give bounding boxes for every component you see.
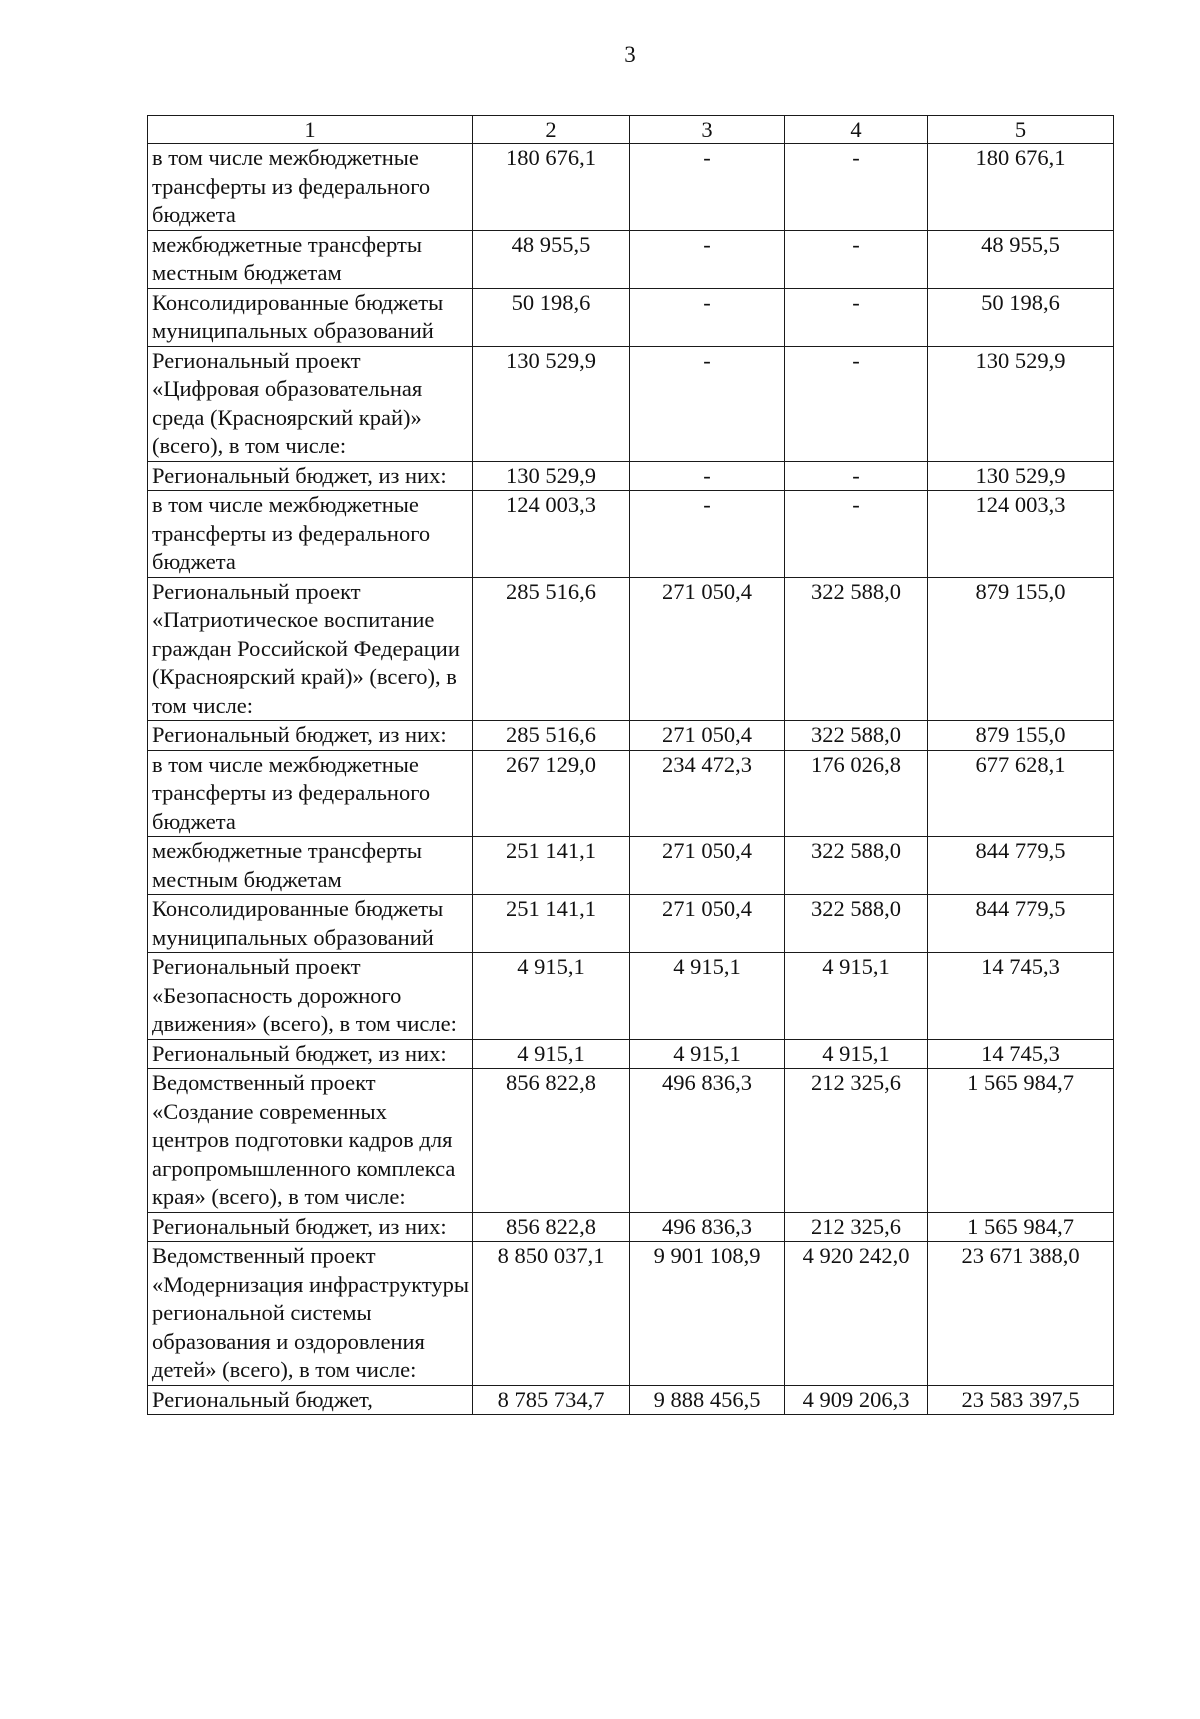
- value-cell: 322 588,0: [785, 721, 928, 751]
- value-cell: 267 129,0: [473, 750, 630, 837]
- value-cell: 176 026,8: [785, 750, 928, 837]
- table-row: [148, 1069, 1114, 1213]
- value-cell: 23 583 397,5: [928, 1385, 1114, 1415]
- column-header: 4: [785, 116, 928, 144]
- row-name-cell: Региональный проект «Безопасность дорожного движения» (всего), в том числе:: [148, 953, 473, 1040]
- value-cell: -: [785, 346, 928, 461]
- column-header: 1: [148, 116, 473, 144]
- value-cell: 271 050,4: [630, 721, 785, 751]
- value-cell: 130 529,9: [928, 461, 1114, 491]
- value-cell: 23 671 388,0: [928, 1242, 1114, 1386]
- row-name-cell: в том числе межбюджетные трансферты из федерального бюджета: [148, 750, 473, 837]
- column-header: 3: [630, 116, 785, 144]
- value-cell: 234 472,3: [630, 750, 785, 837]
- value-cell: 879 155,0: [928, 577, 1114, 721]
- row-name-cell: Региональный бюджет, из них:: [148, 721, 473, 751]
- table-row: [148, 288, 1114, 346]
- value-cell: -: [630, 288, 785, 346]
- row-name-cell: Региональный проект «Патриотическое воспитание граждан Российской Федерации (Красноярский край)» (всего), в том числе:: [148, 577, 473, 721]
- table-row: [148, 461, 1114, 491]
- value-cell: 4 915,1: [473, 1039, 630, 1069]
- value-cell: 14 745,3: [928, 1039, 1114, 1069]
- value-cell: 9 901 108,9: [630, 1242, 785, 1386]
- value-cell: -: [785, 144, 928, 231]
- table-row: [148, 577, 1114, 721]
- value-cell: -: [630, 491, 785, 578]
- value-cell: 677 628,1: [928, 750, 1114, 837]
- value-cell: 496 836,3: [630, 1212, 785, 1242]
- value-cell: 4 915,1: [473, 953, 630, 1040]
- value-cell: 130 529,9: [928, 346, 1114, 461]
- value-cell: 50 198,6: [928, 288, 1114, 346]
- value-cell: 271 050,4: [630, 577, 785, 721]
- row-name-cell: в том числе межбюджетные трансферты из федерального бюджета: [148, 491, 473, 578]
- value-cell: 4 915,1: [785, 1039, 928, 1069]
- value-cell: 251 141,1: [473, 837, 630, 895]
- value-cell: 251 141,1: [473, 895, 630, 953]
- value-cell: 844 779,5: [928, 895, 1114, 953]
- table-row: [148, 750, 1114, 837]
- table-row: [148, 721, 1114, 751]
- value-cell: 496 836,3: [630, 1069, 785, 1213]
- header-row: [148, 116, 1114, 144]
- value-cell: 124 003,3: [928, 491, 1114, 578]
- row-name-cell: Региональный бюджет, из них:: [148, 1212, 473, 1242]
- value-cell: -: [630, 346, 785, 461]
- table-row: [148, 144, 1114, 231]
- value-cell: 1 565 984,7: [928, 1212, 1114, 1242]
- table-row: [148, 230, 1114, 288]
- table-row: [148, 1242, 1114, 1386]
- value-cell: 4 915,1: [785, 953, 928, 1040]
- value-cell: 322 588,0: [785, 577, 928, 721]
- value-cell: 180 676,1: [473, 144, 630, 231]
- value-cell: 856 822,8: [473, 1069, 630, 1213]
- row-name-cell: Консолидированные бюджеты муниципальных образований: [148, 288, 473, 346]
- value-cell: -: [630, 461, 785, 491]
- value-cell: 879 155,0: [928, 721, 1114, 751]
- value-cell: 212 325,6: [785, 1069, 928, 1213]
- row-name-cell: Региональный бюджет, из них:: [148, 1039, 473, 1069]
- value-cell: -: [785, 461, 928, 491]
- value-cell: 14 745,3: [928, 953, 1114, 1040]
- budget-table: [147, 115, 1114, 1415]
- table-row: [148, 1385, 1114, 1415]
- value-cell: 4 909 206,3: [785, 1385, 928, 1415]
- row-name-cell: Региональный бюджет, из них:: [148, 461, 473, 491]
- column-header: 5: [928, 116, 1114, 144]
- value-cell: 9 888 456,5: [630, 1385, 785, 1415]
- table-row: [148, 837, 1114, 895]
- value-cell: 285 516,6: [473, 721, 630, 751]
- value-cell: 285 516,6: [473, 577, 630, 721]
- row-name-cell: Ведомственный проект «Модернизация инфраструктуры региональной системы образования и оздоровления детей» (всего), в том числе:: [148, 1242, 473, 1386]
- value-cell: -: [630, 144, 785, 231]
- value-cell: 180 676,1: [928, 144, 1114, 231]
- value-cell: 8 785 734,7: [473, 1385, 630, 1415]
- value-cell: -: [630, 230, 785, 288]
- value-cell: 124 003,3: [473, 491, 630, 578]
- value-cell: 50 198,6: [473, 288, 630, 346]
- page-number: 3: [624, 42, 636, 67]
- value-cell: 4 920 242,0: [785, 1242, 928, 1386]
- value-cell: 212 325,6: [785, 1212, 928, 1242]
- value-cell: -: [785, 288, 928, 346]
- row-name-cell: Региональный бюджет,: [148, 1385, 473, 1415]
- value-cell: 271 050,4: [630, 837, 785, 895]
- table-row: [148, 1039, 1114, 1069]
- value-cell: 1 565 984,7: [928, 1069, 1114, 1213]
- value-cell: 130 529,9: [473, 461, 630, 491]
- table-row: [148, 346, 1114, 461]
- table-row: [148, 953, 1114, 1040]
- value-cell: 48 955,5: [473, 230, 630, 288]
- row-name-cell: Региональный проект «Цифровая образовательная среда (Красноярский край)» (всего), в том числе:: [148, 346, 473, 461]
- value-cell: 8 850 037,1: [473, 1242, 630, 1386]
- table-row: [148, 1212, 1114, 1242]
- value-cell: 844 779,5: [928, 837, 1114, 895]
- row-name-cell: межбюджетные трансферты местным бюджетам: [148, 837, 473, 895]
- value-cell: 271 050,4: [630, 895, 785, 953]
- value-cell: 856 822,8: [473, 1212, 630, 1242]
- row-name-cell: межбюджетные трансферты местным бюджетам: [148, 230, 473, 288]
- table-row: [148, 491, 1114, 578]
- value-cell: 4 915,1: [630, 1039, 785, 1069]
- value-cell: -: [785, 491, 928, 578]
- table-row: [148, 895, 1114, 953]
- row-name-cell: в том числе межбюджетные трансферты из федерального бюджета: [148, 144, 473, 231]
- value-cell: 322 588,0: [785, 837, 928, 895]
- value-cell: 48 955,5: [928, 230, 1114, 288]
- value-cell: 4 915,1: [630, 953, 785, 1040]
- row-name-cell: Ведомственный проект «Создание современных центров подготовки кадров для агропромышленного комплекса края» (всего), в том числе:: [148, 1069, 473, 1213]
- value-cell: 322 588,0: [785, 895, 928, 953]
- value-cell: -: [785, 230, 928, 288]
- value-cell: 130 529,9: [473, 346, 630, 461]
- column-header: 2: [473, 116, 630, 144]
- row-name-cell: Консолидированные бюджеты муниципальных образований: [148, 895, 473, 953]
